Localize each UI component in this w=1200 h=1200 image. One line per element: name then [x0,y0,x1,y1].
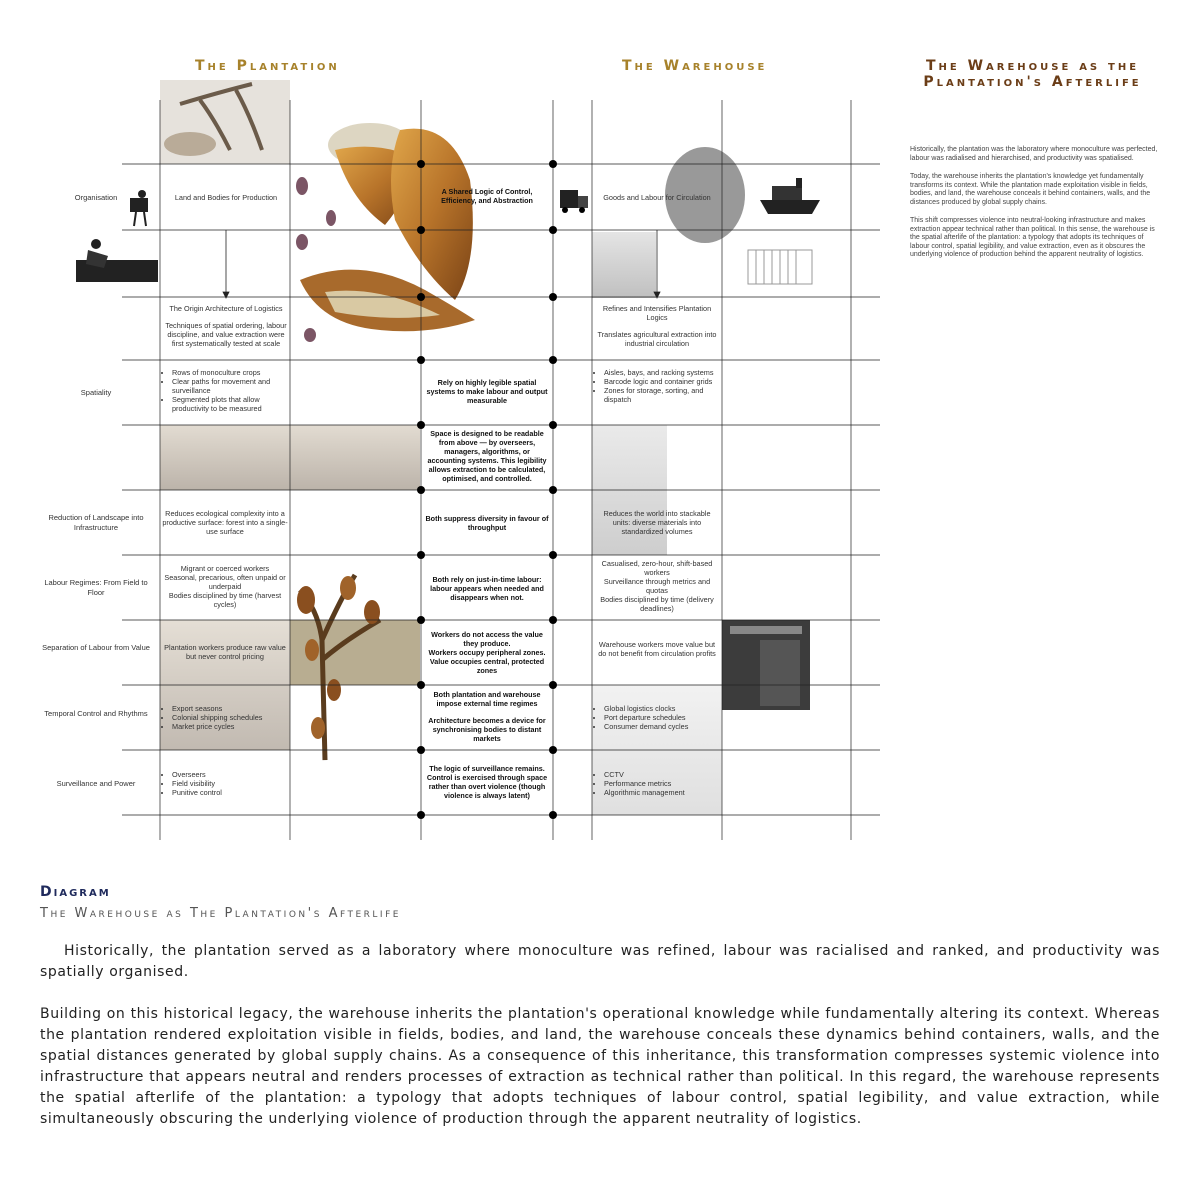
row-label-reduction: Reduction of Landscape into Infrastructure [48,513,144,532]
list-item: Bodies disciplined by time (harvest cycles) [168,591,282,609]
plantation-header: The Plantation [195,58,340,74]
list-item: • CCTV [604,770,720,779]
list-item: Value occupies central, protected zones [429,657,545,675]
warehouse-rack-photo [592,232,656,298]
field-labour-engraving [76,239,158,282]
plantation-origin [162,304,290,348]
row-label-spatiality: Spatiality [80,388,112,397]
side-paragraph: This shift compresses violence into neutral-looking infrastructure and makes extraction appear technical rather than political. In this sense, the warehouse is the spatial afterlife of the plantation: a typology that adopts its techniques of labour control, spatial legibility, and value extraction, even as it obscures the underlying violence of production behind the apparent neutrality of logistics. [910,217,1155,258]
shared-separation [424,630,550,675]
plantation-reduction: Reduces ecological complexity into a productive surface: forest into a single-use surface [162,509,288,536]
warehouse-refine-body: Translates agricultural extraction into industrial circulation [597,330,717,348]
warehouse-surveillance [594,770,720,797]
shared-reduction: Both suppress diversity in favour of throughput [425,514,549,532]
cargo-ship-icon [760,178,820,214]
row-label-organisation: Organisation [74,193,118,202]
row-label-labour: Labour Regimes: From Field to Floor [44,578,148,597]
plantation-origin-title: The Origin Architecture of Logistics [169,304,283,313]
forklift-icon [560,190,588,213]
plantation-labour [160,564,290,609]
warehouse-spatiality [594,368,720,404]
diagram-paragraph-2: Building on this historical legacy, the warehouse inherits the plantation's operational knowledge while fundamentally altering its context. Whereas the plantation rendered exploitation visible in fields, bodies, and land, the warehouse conceals these dynamics behind containers, walls, and the spatial distances generated by global supply chains. As a consequence of this inheritance, this transformation compresses systemic violence into infrastructure that appears neutral and renders processes of extraction as technical rather than political. In this regard, the warehouse represents the spatial afterlife of the plantation: a typology that adopts techniques of labour control, spatial legibility, and value extraction, while simultaneously obscuring the underlying violence of production through the apparent neutrality of logistics. [40,1006,1160,1127]
list-item: Workers do not access the value they produce. [431,630,543,648]
row-label-temporal: Temporal Control and Rhythms [44,709,148,718]
list-item: • Segmented plots that allow productivity to be measured [172,395,288,413]
list-item: • Performance metrics [604,779,720,788]
list-item: Surveillance through metrics and quotas [603,577,711,595]
list-item: Migrant or coerced workers [180,564,270,573]
list-item: • Global logistics clocks [604,704,720,713]
side-paragraph: Today, the warehouse inherits the plantation's knowledge yet fundamentally transforms its context. While the plantation made exploitation visible in fields, bodies, and land, the warehouse conceals it behind containers, walls, and the distances produced by global supply chains. [910,173,1151,206]
diagram-subtitle: The Warehouse as The Plantation's Afterlife [40,906,401,921]
warehouse-organisation: Goods and Labour for Circulation [603,193,711,202]
container-line-drawing [748,250,812,284]
diagram-title: Diagram [40,884,111,900]
list-item: • Colonial shipping schedules [172,713,288,722]
warehouse-temporal [594,704,720,731]
plantation-organisation: Land and Bodies for Production [174,193,278,202]
shared-spatiality: Rely on highly legible spatial systems to make labour and output measurable [426,378,548,405]
hands-with-beans [164,132,216,156]
list-item: • Aisles, bays, and racking systems [604,368,720,377]
list-item: • Export seasons [172,704,288,713]
container-terminal-crane [730,626,802,634]
list-item: Casualised, zero-hour, shift-based workers [601,559,713,577]
cocoa-beans [296,177,336,342]
list-item: • Zones for storage, sorting, and dispatch [604,386,720,404]
afterlife-header: The Warehouse as the Plantation's Afterlife [923,58,1142,90]
list-item: • Rows of monoculture crops [172,368,288,377]
list-item: • Clear paths for movement and surveillance [172,377,288,395]
container-terminal-stack [760,640,800,706]
list-item: • Consumer demand cycles [604,722,720,731]
plantation-spatiality [162,368,288,413]
warehouse-labour [594,559,720,613]
shared-temporal-a: Both plantation and warehouse impose external time regimes [433,690,541,708]
plantation-surveillance [162,770,288,797]
list-item: Seasonal, precarious, often unpaid or underpaid [164,573,286,591]
shared-temporal-b: Architecture becomes a device for synchronising bodies to distant markets [428,716,546,743]
cocoa-pod-illustration [300,123,475,331]
plantation-origin-body: Techniques of spatial ordering, labour discipline, and value extraction were first systematically tested at scale [165,321,287,348]
list-item: • Overseers [172,770,288,779]
shared-surveillance: The logic of surveillance remains. Control is exercised through space rather than overt violence (though violence is always latent) [426,764,548,800]
shared-temporal [424,690,550,743]
plantation-separation: Plantation workers produce raw value but never control pricing [164,643,286,661]
side-paragraph: Historically, the plantation was the laboratory where monoculture was perfected, labour was radialised and hierarchised, and productivity was spatialised. [910,146,1158,162]
shared-labour: Both rely on just-in-time labour: labour appears when needed and disappears when not. [430,575,544,602]
diagram-paragraph-1: Historically, the plantation served as a laboratory where monoculture was refined, labour was racialised and ranked, and productivity was spatially organised. [40,943,1160,980]
shared-readability: Space is designed to be readable from above — by overseers, managers, algorithms, or accounting systems. This legibility allows extraction to be calculated, optimised, and controlled. [427,429,547,483]
list-item: • Barcode logic and container grids [604,377,720,386]
warehouse-separation: Warehouse workers move value but do not benefit from circulation profits [598,640,716,658]
shared-organisation: A Shared Logic of Control, Efficiency, and Abstraction [441,187,533,205]
row-label-surveillance: Surveillance and Power [56,779,136,788]
warehouse-refine [594,304,720,348]
warehouse-header: The Warehouse [622,58,768,74]
plantation-temporal [162,704,288,731]
list-item: • Punitive control [172,788,288,797]
list-item: Workers occupy peripheral zones. [428,648,546,657]
list-item: • Market price cycles [172,722,288,731]
list-item: • Field visibility [172,779,288,788]
warehouse-refine-title: Refines and Intensifies Plantation Logics [602,304,712,322]
warehouse-reduction: Reduces the world into stackable units: diverse materials into standardized volumes [603,509,711,536]
list-item: Bodies disciplined by time (delivery deadlines) [600,595,714,613]
list-item: • Port departure schedules [604,713,720,722]
list-item: • Algorithmic management [604,788,720,797]
row-label-separation: Separation of Labour from Value [42,643,150,652]
